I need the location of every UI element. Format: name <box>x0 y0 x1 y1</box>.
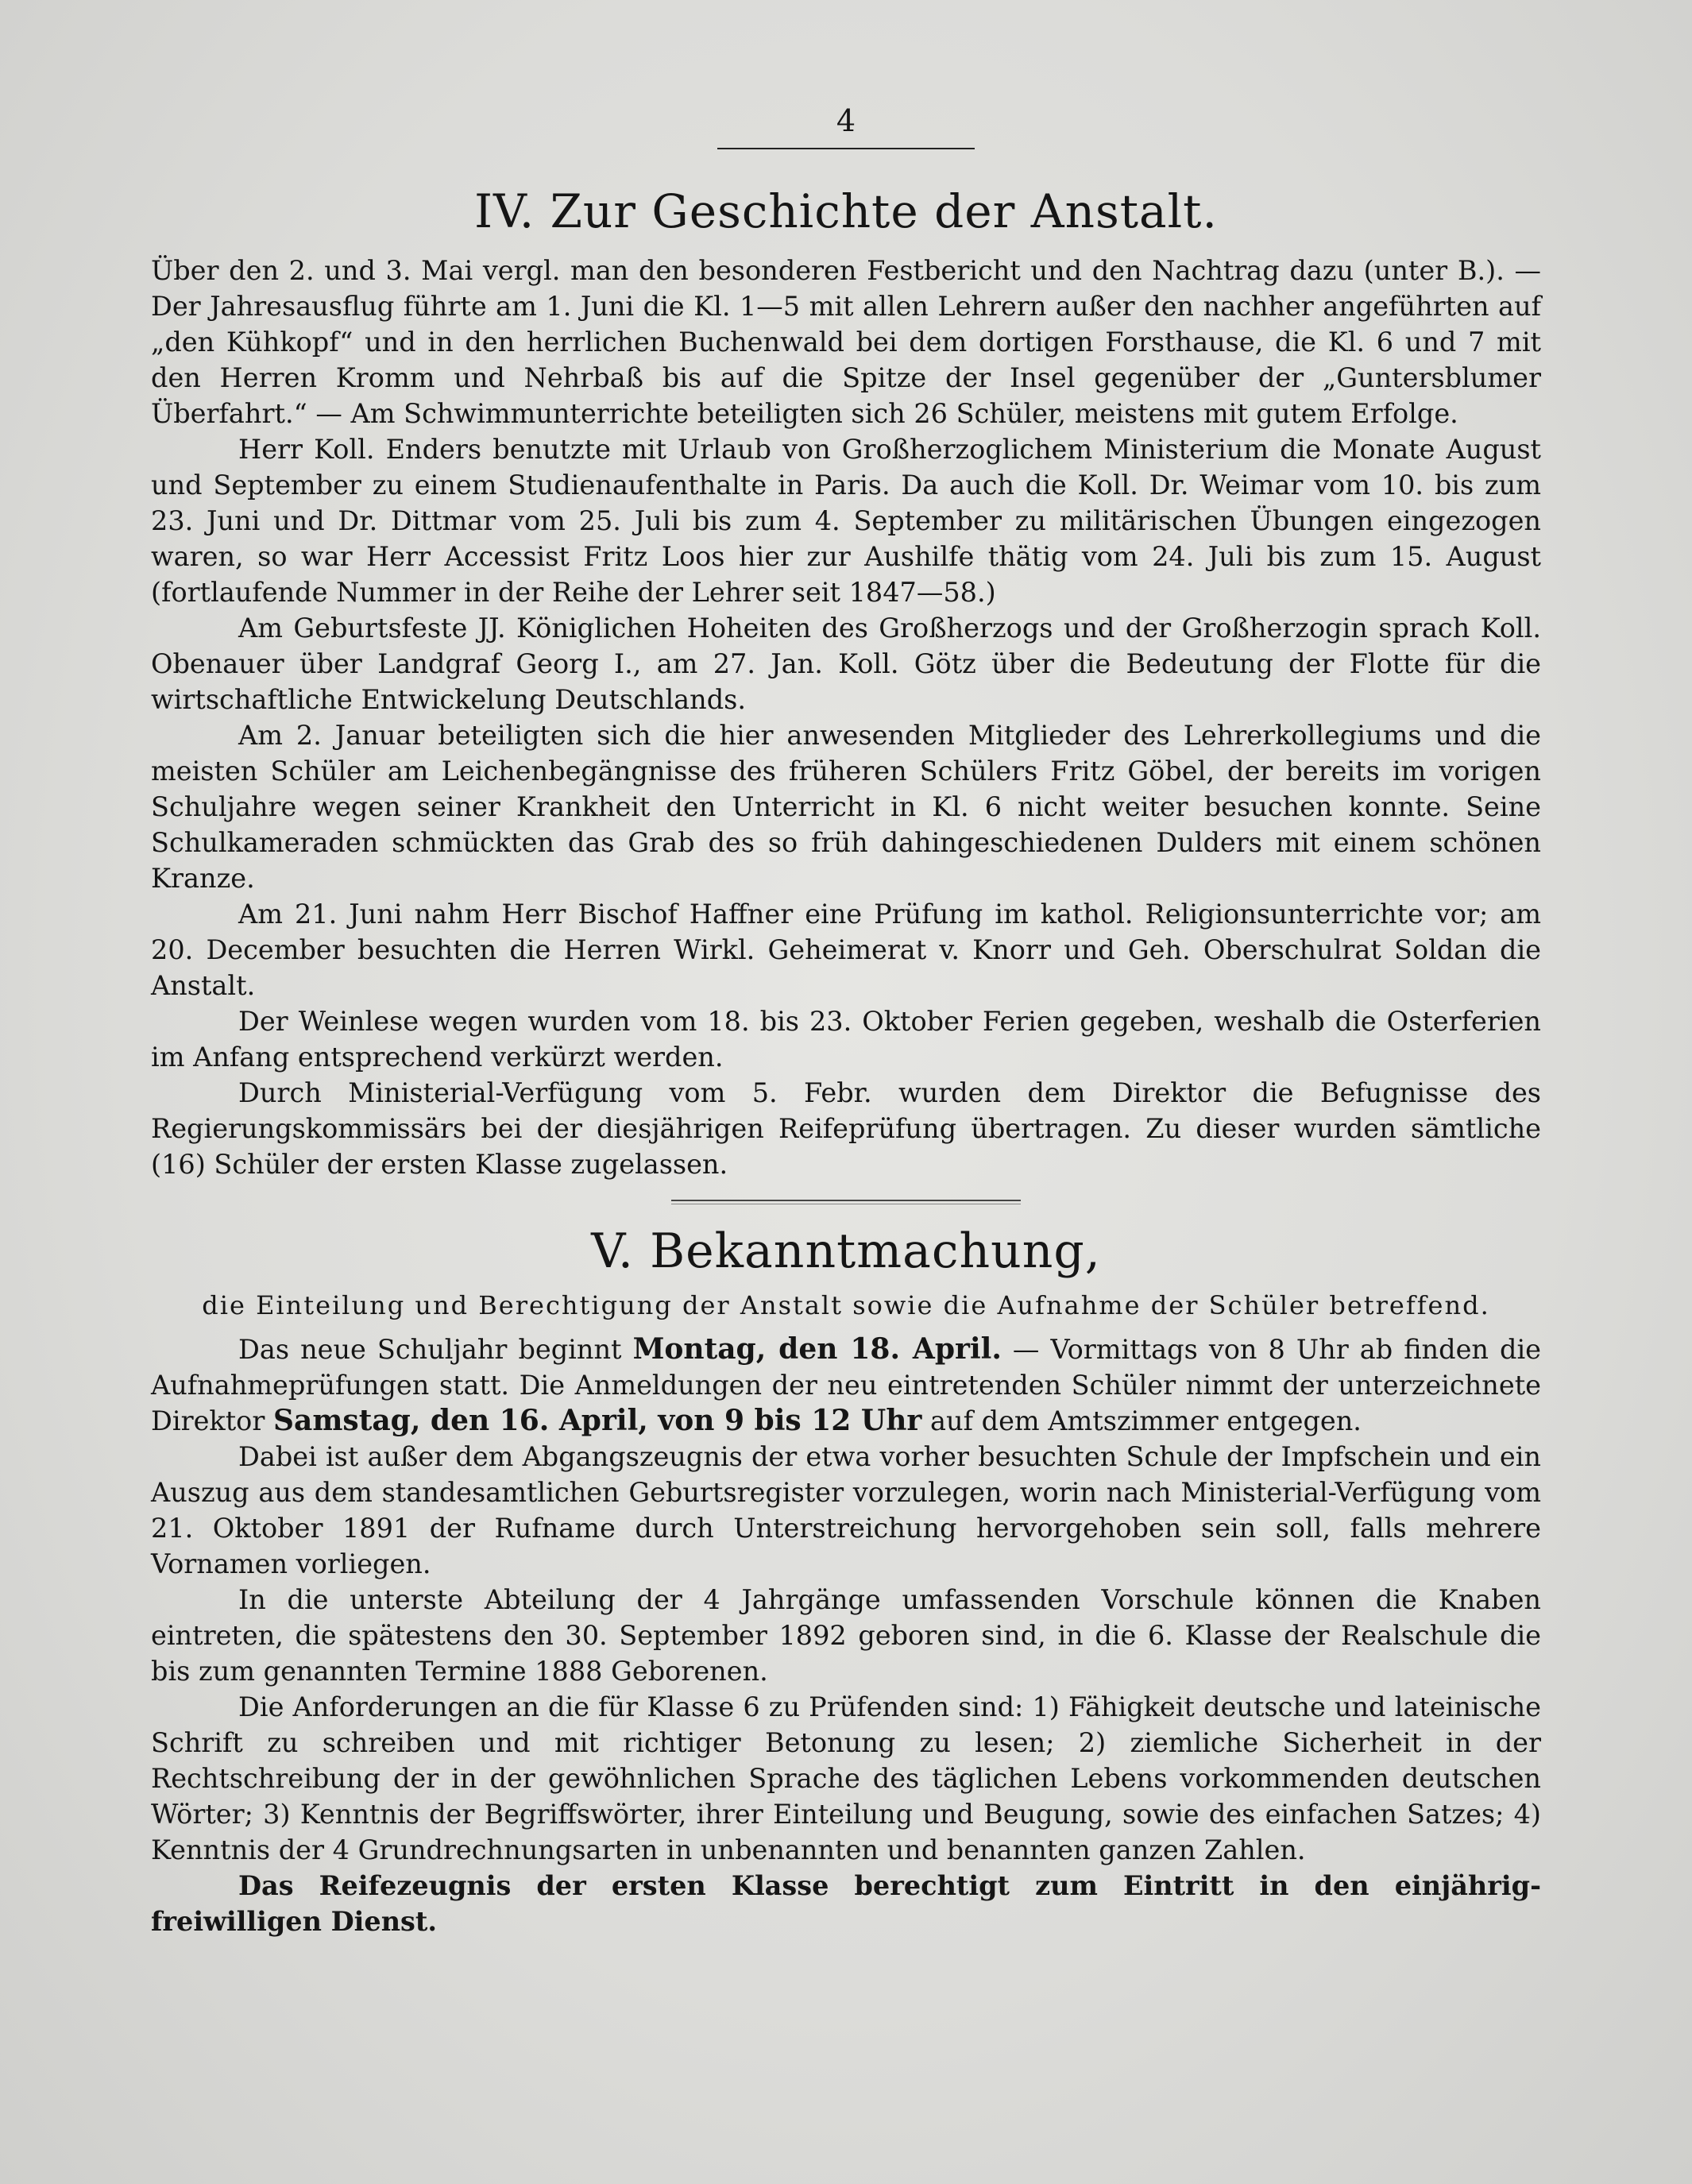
section-iv-paragraph-2: Herr Koll. Enders benutzte mit Urlaub von Großherzoglichem Ministerium die Monate August und September zu einem Studienaufenthalte in Paris. Da auch die Koll. Dr. Weimar vom 10. bis zum 23. Juni und Dr. Dittmar vom 25. Juli bis zum 4. September zu militärischen Übungen eingezogen waren, so war Herr Accessist Fritz Loos hier zur Aushilfe thätig vom 24. Juli bis zum 15. August (fortlaufende Nummer in der Reihe der Lehrer seit 1847—58.) <box>151 434 1541 608</box>
section-iv-paragraph-4: Am 2. Januar beteiligten sich die hier anwesenden Mitglieder des Lehrerkollegiums und die meisten Schüler am Leichenbegängnisse des früheren Schülers Fritz Göbel, der bereits im vorigen Schuljahre wegen seiner Krankheit den Unterricht in Kl. 6 nicht weiter besuchen konnte. Seine Schulkameraden schmückten das Grab des so früh dahingeschiedenen Dulders mit einem schönen Kranze. <box>151 720 1541 894</box>
section-v-paragraph-3: In die unterste Abteilung der 4 Jahrgänge umfassenden Vorschule können die Knaben eintreten, die spätestens den 30. September 1892 geboren sind, in die 6. Klasse der Realschule die bis zum genannten Termine 1888 Geborenen. <box>151 1584 1541 1687</box>
section-iv-title: IV. Zur Geschichte der Anstalt. <box>474 184 1218 238</box>
section-iv-paragraph-6: Der Weinlese wegen wurden vom 18. bis 23. Oktober Ferien gegeben, weshalb die Osterferien im Anfang entsprechend verkürzt werden. <box>151 1006 1541 1073</box>
section-iv-paragraph-3: Am Geburtsfeste JJ. Königlichen Hoheiten des Großherzogs und der Großherzogin sprach Koll. Obenauer über Landgraf Georg I., am 27. Jan. Koll. Götz über die Bedeutung der Flotte für die wirtschaftliche Entwickelung Deutschlands. <box>151 613 1541 715</box>
p1-text-e: auf dem Amtszimmer entgegen. <box>930 1405 1362 1436</box>
section-iv-paragraph-1: Über den 2. und 3. Mai vergl. man den besonderen Festbericht und den Nachtrag dazu (unter B.). — Der Jahresausflug führte am 1. Juni die Kl. 1—5 mit allen Lehrern außer den nachher angeführten auf „den Kühkopf“ und in den herrlichen Buchenwald bei dem dortigen Forsthause, die Kl. 6 und 7 mit den Herren Kromm und Nehrbaß bis auf die Spitze der Insel gegenüber der „Guntersblumer Überfahrt.“ — Am Schwimmunterrichte beteiligten sich 26 Schüler, meistens mit gutem Erfolge. <box>151 255 1541 429</box>
section-v-paragraph-1 <box>151 1332 1541 1439</box>
section-v-paragraph-4: Die Anforderungen an die für Klasse 6 zu Prüfenden sind: 1) Fähigkeit deutsche und lateinische Schrift zu schreiben und mit richtiger Betonung zu lesen; 2) ziemliche Sicherheit in der Rechtschreibung der in der gewöhnlichen Sprache des täglichen Lebens vorkommenden deutschen Wörter; 3) Kenntnis der Begriffswörter, ihrer Einteilung und Beugung, sowie des einfachen Satzes; 4) Kenntnis der 4 Grundrechnungsarten in unbenannten und benannten ganzen Zahlen. <box>151 1691 1541 1865</box>
page-number: 4 <box>717 103 975 149</box>
p1-text-c: — Vormittags von 8 Uhr ab finden die Aufnahmeprüfungen statt. Die Anmeldungen der neu eintretenden Schüler nimmt der unterzeichnete Direktor <box>151 1334 1541 1436</box>
page-number-wrap <box>151 103 1541 149</box>
p1-text-a: Das neue Schuljahr beginnt <box>238 1334 622 1365</box>
section-divider <box>671 1200 1021 1204</box>
p1-date-start: Montag, den 18. April. <box>632 1332 1002 1366</box>
p1-registration-time: Samstag, den 16. April, von 9 bis 12 Uhr <box>273 1404 922 1437</box>
section-iv-paragraph-7: Durch Ministerial-Verfügung vom 5. Febr. wurden dem Direktor die Befugnisse des Regierungskommissärs bei der diesjährigen Reifeprüfung übertragen. Zu dieser wurden sämtliche (16) Schüler der ersten Klasse zugelassen. <box>151 1077 1541 1180</box>
section-v-subtitle: die Einteilung und Berechtigung der Anstalt sowie die Aufnahme der Schüler betreffend. <box>202 1290 1490 1320</box>
section-v-paragraph-5: Das Reifezeugnis der ersten Klasse berechtigt zum Eintritt in den einjährig-freiwilligen Dienst. <box>151 1870 1541 1937</box>
section-v-paragraph-2: Dabei ist außer dem Abgangszeugnis der etwa vorher besuchten Schule der Impfschein und ein Auszug aus dem standesamtlichen Geburtsregister vorzulegen, worin nach Ministerial-Verfügung vom 21. Oktober 1891 der Rufname durch Unterstreichung hervorgehoben sein soll, falls mehrere Vornamen vorliegen. <box>151 1441 1541 1579</box>
section-iv-paragraph-5: Am 21. Juni nahm Herr Bischof Haffner eine Prüfung im kathol. Religionsunterrichte vor; am 20. December besuchten die Herren Wirkl. Geheimerat v. Knorr und Geh. Oberschulrat Soldan die Anstalt. <box>151 899 1541 1001</box>
section-v-title: V. Bekanntmachung, <box>591 1223 1101 1279</box>
